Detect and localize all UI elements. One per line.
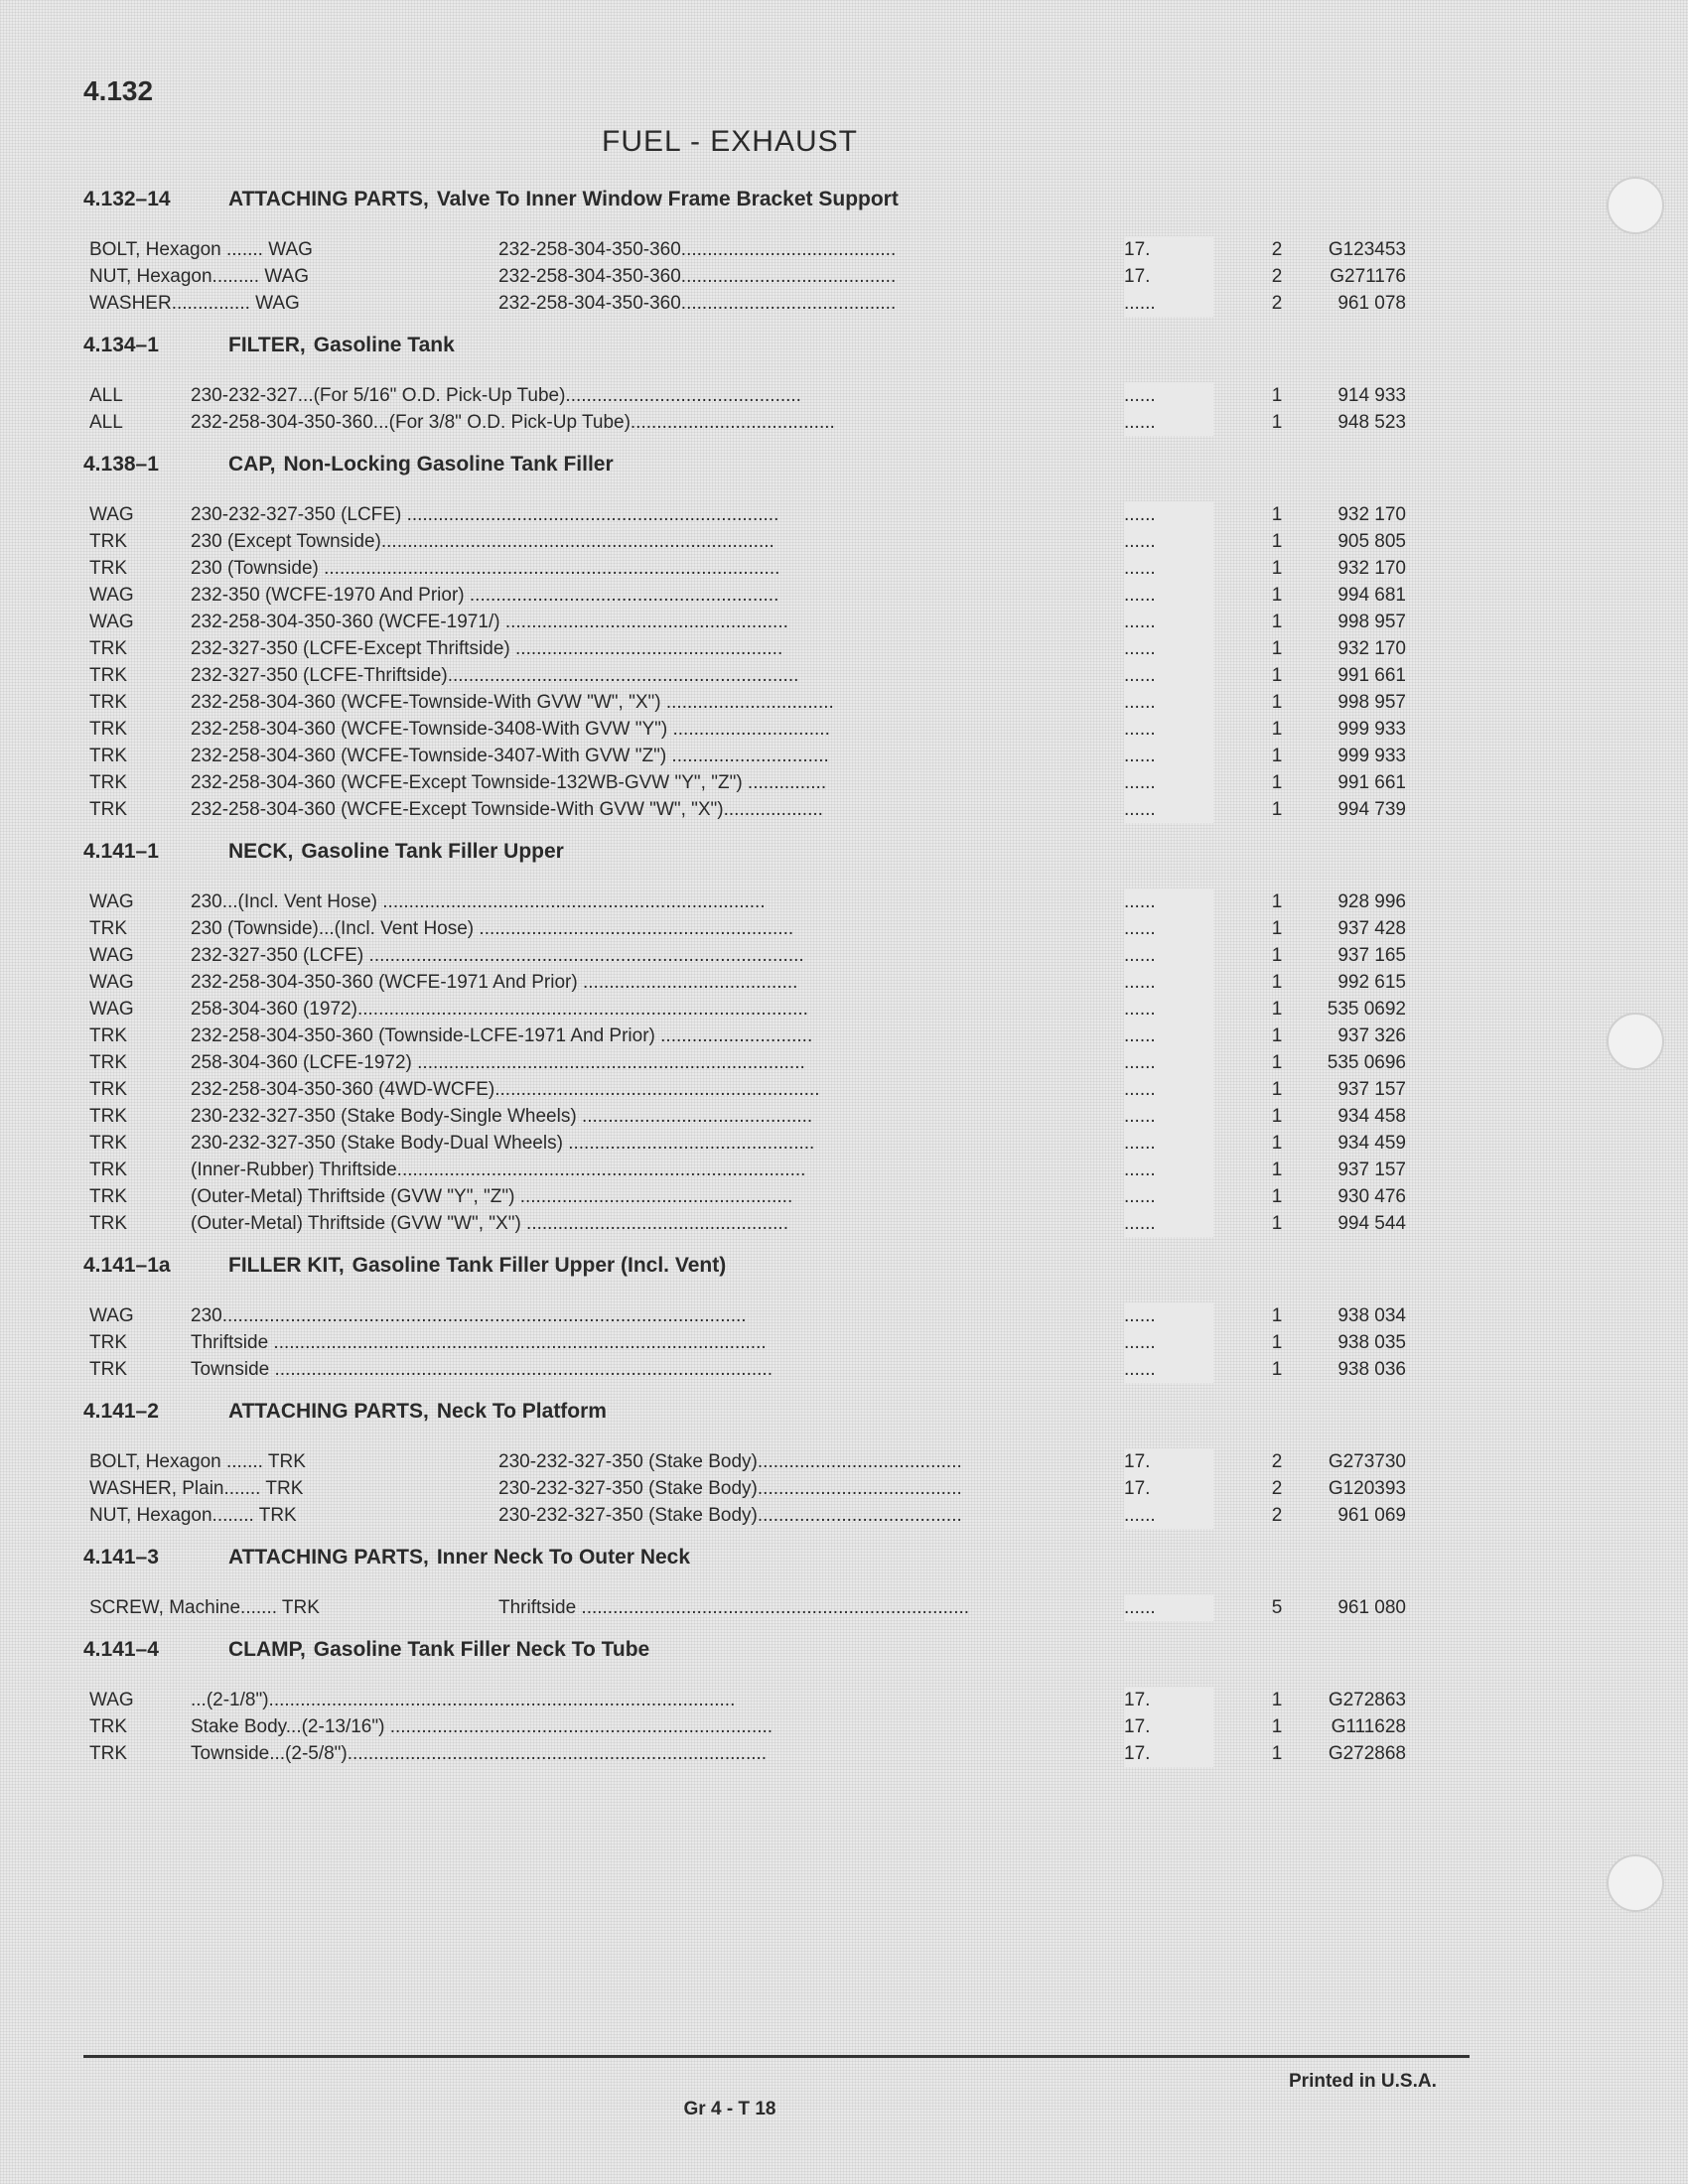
row-quantity: 1 [1271, 1359, 1283, 1380]
row-quantity: 1 [1271, 1025, 1283, 1046]
parts-section [83, 835, 1404, 1237]
row-description: Thriftside .............................................................................................. [191, 1332, 767, 1353]
row-quantity: 1 [1271, 1079, 1283, 1100]
section-number: 4.132–14 [83, 188, 171, 210]
section-number: 4.141–2 [83, 1400, 159, 1423]
row-type: TRK [89, 1332, 127, 1353]
row-part-number: 535 0696 [1327, 1052, 1406, 1073]
row-description: 232-350 (WCFE-1970 And Prior) ........................................................... [191, 585, 779, 606]
row-code: ...... [1124, 662, 1213, 689]
row-code: ...... [1124, 969, 1213, 996]
section-name: CAP, [228, 453, 276, 476]
row-code: ...... [1124, 382, 1213, 409]
row-type: WAG [89, 1690, 134, 1710]
section-description: Non-Locking Gasoline Tank Filler [283, 453, 614, 476]
row-description: 232-258-304-350-360 (4WD-WCFE).............................................................. [191, 1079, 820, 1100]
row-quantity: 1 [1271, 1133, 1283, 1154]
row-description: 232-327-350 (LCFE-Except Thriftside) ................................................... [191, 638, 783, 659]
row-part-number: G272868 [1328, 1743, 1406, 1764]
row-code: ...... [1124, 1329, 1213, 1356]
row-description: 230.................................................................................................... [191, 1305, 747, 1326]
row-quantity: 1 [1271, 1213, 1283, 1234]
row-type: TRK [89, 1160, 127, 1180]
row-code: ...... [1124, 1049, 1213, 1076]
row-quantity: 1 [1271, 412, 1283, 433]
row-code: ...... [1124, 796, 1213, 823]
row-type: BOLT, Hexagon ....... WAG [89, 239, 313, 260]
row-part-number: 914 933 [1337, 385, 1406, 406]
table-row [83, 1448, 1404, 1475]
row-quantity: 1 [1271, 1690, 1283, 1710]
parts-section [83, 1395, 1404, 1529]
row-description: 230-232-327-350 (Stake Body-Dual Wheels) ............................................... [191, 1133, 815, 1154]
section-number: 4.141–1a [83, 1254, 171, 1277]
section-description: Neck To Platform [436, 1400, 607, 1423]
row-description: Stake Body...(2-13/16") ......................................................................... [191, 1716, 774, 1737]
row-type: TRK [89, 746, 127, 766]
row-code: ...... [1124, 888, 1213, 915]
section-description: Gasoline Tank Filler Upper [301, 840, 564, 863]
parts-section [83, 329, 1404, 436]
row-quantity: 1 [1271, 918, 1283, 939]
table-row [83, 1329, 1404, 1356]
row-code: ...... [1124, 635, 1213, 662]
table-row [83, 1687, 1404, 1713]
row-description: 230 (Townside) ....................................................................................... [191, 558, 780, 579]
page-number: 4.132 [83, 75, 154, 106]
table-row [83, 1049, 1404, 1076]
row-quantity: 1 [1271, 891, 1283, 912]
section-heading [83, 329, 1404, 362]
row-part-number: 905 805 [1337, 531, 1406, 552]
row-part-number: G273730 [1328, 1451, 1406, 1472]
row-description: 232-258-304-350-360......................................... [498, 266, 897, 287]
row-quantity: 1 [1271, 1106, 1283, 1127]
row-code: ...... [1124, 1183, 1213, 1210]
footer-page-code: Gr 4 - T 18 [683, 2099, 776, 2119]
row-quantity: 2 [1271, 266, 1283, 287]
table-row [83, 1356, 1404, 1383]
row-type: ALL [89, 385, 123, 406]
table-row [83, 382, 1404, 409]
row-description: 232-258-304-350-360 (WCFE-1971 And Prior) ......................................... [191, 972, 798, 993]
row-type: NUT, Hexagon........ TRK [89, 1505, 297, 1526]
parts-section [83, 1249, 1404, 1383]
row-part-number: 932 170 [1337, 504, 1406, 525]
row-description: 230-232-327-350 (LCFE) ....................................................................... [191, 504, 779, 525]
row-quantity: 1 [1271, 799, 1283, 820]
row-code: ...... [1124, 996, 1213, 1023]
row-type: TRK [89, 692, 127, 713]
row-part-number: 938 036 [1337, 1359, 1406, 1380]
row-quantity: 1 [1271, 719, 1283, 740]
punch-hole-icon [1607, 1854, 1664, 1912]
row-type: WAG [89, 612, 134, 632]
row-description: 232-327-350 (LCFE) ................................................................................... [191, 945, 804, 966]
row-part-number: 937 157 [1337, 1160, 1406, 1180]
row-part-number: 999 933 [1337, 719, 1406, 740]
row-code: ...... [1124, 290, 1213, 317]
row-type: WAG [89, 891, 134, 912]
table-row [83, 1130, 1404, 1157]
table-row [83, 942, 1404, 969]
section-heading [83, 1541, 1404, 1574]
row-type: BOLT, Hexagon ....... TRK [89, 1451, 306, 1472]
row-part-number: 994 681 [1337, 585, 1406, 606]
row-part-number: 998 957 [1337, 692, 1406, 713]
table-row [83, 609, 1404, 635]
row-type: WAG [89, 972, 134, 993]
row-part-number: 937 157 [1337, 1079, 1406, 1100]
row-description: 230...(Incl. Vent Hose) ......................................................................... [191, 891, 766, 912]
row-description: 232-258-304-360 (WCFE-Townside-3408-With GVW "Y") .............................. [191, 719, 830, 740]
row-description: 232-258-304-350-360 (WCFE-1971/) ...................................................... [191, 612, 788, 632]
row-type: TRK [89, 665, 127, 686]
row-code: 17. [1124, 1475, 1213, 1502]
row-description: 232-258-304-360 (WCFE-Townside-3407-With GVW "Z") .............................. [191, 746, 829, 766]
row-part-number: 961 078 [1337, 293, 1406, 314]
row-code: 17. [1124, 1713, 1213, 1740]
table-row [83, 1210, 1404, 1237]
row-type: TRK [89, 558, 127, 579]
table-row [83, 1713, 1404, 1740]
row-description: 258-304-360 (1972)...................................................................................... [191, 999, 808, 1020]
row-quantity: 1 [1271, 504, 1283, 525]
row-description: 230-232-327-350 (Stake Body)....................................... [498, 1505, 962, 1526]
row-quantity: 1 [1271, 999, 1283, 1020]
table-row [83, 1157, 1404, 1183]
row-code: ...... [1124, 582, 1213, 609]
row-type: TRK [89, 799, 127, 820]
row-part-number: 934 459 [1337, 1133, 1406, 1154]
row-quantity: 1 [1271, 385, 1283, 406]
row-part-number: 994 739 [1337, 799, 1406, 820]
row-code: ...... [1124, 555, 1213, 582]
row-description: 232-258-304-350-360......................................... [498, 293, 897, 314]
row-part-number: 928 996 [1337, 891, 1406, 912]
row-code: ...... [1124, 1103, 1213, 1130]
row-description: 232-258-304-350-360 (Townside-LCFE-1971 And Prior) ............................. [191, 1025, 813, 1046]
row-part-number: 937 326 [1337, 1025, 1406, 1046]
table-row [83, 582, 1404, 609]
table-row [83, 969, 1404, 996]
row-quantity: 1 [1271, 746, 1283, 766]
row-code: ...... [1124, 743, 1213, 769]
section-heading [83, 1395, 1404, 1429]
row-code: ...... [1124, 1594, 1213, 1621]
row-type: NUT, Hexagon......... WAG [89, 266, 310, 287]
row-type: TRK [89, 1079, 127, 1100]
row-type: TRK [89, 1025, 127, 1046]
row-quantity: 5 [1271, 1597, 1283, 1618]
row-code: ...... [1124, 1157, 1213, 1183]
row-type: ALL [89, 412, 123, 433]
row-part-number: 991 661 [1337, 665, 1406, 686]
parts-section [83, 1633, 1404, 1767]
row-description: 232-258-304-360 (WCFE-Except Townside-132WB-GVW "Y", "Z") ............... [191, 772, 827, 793]
section-name: ATTACHING PARTS, [228, 1546, 429, 1569]
table-row [83, 635, 1404, 662]
row-part-number: 934 458 [1337, 1106, 1406, 1127]
table-row [83, 528, 1404, 555]
section-name: NECK, [228, 840, 294, 863]
row-type: TRK [89, 1213, 127, 1234]
section-description: Gasoline Tank Filler Upper (Incl. Vent) [352, 1254, 727, 1277]
row-type: TRK [89, 1359, 127, 1380]
row-description: 230-232-327-350 (Stake Body)....................................... [498, 1478, 962, 1499]
row-part-number: 961 080 [1337, 1597, 1406, 1618]
table-row [83, 1103, 1404, 1130]
row-type: TRK [89, 1716, 127, 1737]
row-type: TRK [89, 1743, 127, 1764]
row-code: 17. [1124, 236, 1213, 263]
row-description: Townside ............................................................................................... [191, 1359, 773, 1380]
table-row [83, 555, 1404, 582]
table-row [83, 769, 1404, 796]
row-description: 232-327-350 (LCFE-Thriftside)................................................................... [191, 665, 799, 686]
row-description: 230-232-327-350 (Stake Body-Single Wheels) ............................................ [191, 1106, 813, 1127]
row-description: 258-304-360 (LCFE-1972) .......................................................................... [191, 1052, 805, 1073]
row-code: ...... [1124, 409, 1213, 436]
row-type: TRK [89, 638, 127, 659]
section-number: 4.134–1 [83, 334, 159, 356]
section-heading [83, 835, 1404, 869]
row-type: TRK [89, 772, 127, 793]
table-row [83, 290, 1404, 317]
row-part-number: G111628 [1331, 1716, 1406, 1737]
row-code: ...... [1124, 689, 1213, 716]
row-part-number: 535 0692 [1327, 999, 1406, 1020]
row-code: ...... [1124, 915, 1213, 942]
row-quantity: 1 [1271, 1716, 1283, 1737]
row-quantity: 1 [1271, 1332, 1283, 1353]
row-type: TRK [89, 1186, 127, 1207]
row-description: (Outer-Metal) Thriftside (GVW "W", "X") .................................................. [191, 1213, 788, 1234]
row-code: 17. [1124, 1448, 1213, 1475]
row-description: (Inner-Rubber) Thriftside.............................................................................. [191, 1160, 806, 1180]
row-part-number: 999 933 [1337, 746, 1406, 766]
row-description: 232-258-304-360 (WCFE-Townside-With GVW "W", "X") ................................ [191, 692, 834, 713]
section-number: 4.138–1 [83, 453, 159, 476]
table-row [83, 662, 1404, 689]
row-part-number: 932 170 [1337, 638, 1406, 659]
row-quantity: 1 [1271, 1160, 1283, 1180]
table-row [83, 689, 1404, 716]
section-description: Gasoline Tank Filler Neck To Tube [313, 1638, 650, 1661]
row-type: WAG [89, 945, 134, 966]
parts-section [83, 183, 1404, 317]
row-type: TRK [89, 531, 127, 552]
parts-section [83, 448, 1404, 823]
row-part-number: 992 615 [1337, 972, 1406, 993]
row-part-number: 937 165 [1337, 945, 1406, 966]
row-part-number: G272863 [1328, 1690, 1406, 1710]
row-quantity: 2 [1271, 239, 1283, 260]
row-part-number: 937 428 [1337, 918, 1406, 939]
row-part-number: G123453 [1328, 239, 1406, 260]
table-row [83, 501, 1404, 528]
footer-divider [83, 2055, 1470, 2058]
row-code: ...... [1124, 942, 1213, 969]
row-description: 230-232-327...(For 5/16" O.D. Pick-Up Tube)............................................. [191, 385, 801, 406]
row-description: Townside...(2-5/8")................................................................................ [191, 1743, 768, 1764]
row-code: ...... [1124, 1210, 1213, 1237]
row-part-number: 961 069 [1337, 1505, 1406, 1526]
row-quantity: 1 [1271, 1186, 1283, 1207]
row-quantity: 2 [1271, 1505, 1283, 1526]
punch-hole-icon [1607, 1013, 1664, 1070]
row-type: TRK [89, 1106, 127, 1127]
row-description: ...(2-1/8")......................................................................................... [191, 1690, 736, 1710]
row-type: WAG [89, 504, 134, 525]
section-name: FILLER KIT, [228, 1254, 345, 1277]
table-row [83, 996, 1404, 1023]
section-description: Gasoline Tank [313, 334, 455, 356]
table-row [83, 263, 1404, 290]
section-description: Inner Neck To Outer Neck [436, 1546, 691, 1569]
table-row [83, 796, 1404, 823]
parts-section [83, 1541, 1404, 1621]
row-part-number: 938 034 [1337, 1305, 1406, 1326]
row-quantity: 1 [1271, 692, 1283, 713]
table-row [83, 236, 1404, 263]
row-part-number: G271176 [1330, 266, 1406, 287]
row-type: WAG [89, 999, 134, 1020]
table-row [83, 743, 1404, 769]
row-part-number: 938 035 [1337, 1332, 1406, 1353]
row-code: ...... [1124, 1023, 1213, 1049]
table-row [83, 1076, 1404, 1103]
row-quantity: 1 [1271, 772, 1283, 793]
table-row [83, 1183, 1404, 1210]
row-part-number: 994 544 [1337, 1213, 1406, 1234]
footer-printed-label: Printed in U.S.A. [1289, 2071, 1437, 2092]
row-description: 230 (Except Townside)........................................................................... [191, 531, 774, 552]
row-quantity: 1 [1271, 585, 1283, 606]
row-type: WAG [89, 585, 134, 606]
section-heading [83, 183, 1404, 216]
row-code: ...... [1124, 1356, 1213, 1383]
table-row [83, 716, 1404, 743]
row-part-number: 932 170 [1337, 558, 1406, 579]
row-part-number: 930 476 [1337, 1186, 1406, 1207]
row-code: 17. [1124, 1740, 1213, 1767]
section-heading [83, 1633, 1404, 1667]
row-type: WASHER, Plain....... TRK [89, 1478, 304, 1499]
row-code: ...... [1124, 716, 1213, 743]
row-type: TRK [89, 1133, 127, 1154]
section-name: ATTACHING PARTS, [228, 188, 429, 210]
table-row [83, 888, 1404, 915]
row-quantity: 1 [1271, 945, 1283, 966]
punch-hole-icon [1607, 177, 1664, 234]
table-row [83, 1594, 1404, 1621]
section-description: Valve To Inner Window Frame Bracket Support [436, 188, 899, 210]
section-number: 4.141–1 [83, 840, 159, 863]
row-type: WASHER............... WAG [89, 293, 300, 314]
row-type: TRK [89, 719, 127, 740]
row-quantity: 1 [1271, 612, 1283, 632]
row-quantity: 1 [1271, 1743, 1283, 1764]
row-part-number: G120393 [1328, 1478, 1406, 1499]
row-quantity: 1 [1271, 972, 1283, 993]
row-quantity: 2 [1271, 293, 1283, 314]
row-code: ...... [1124, 609, 1213, 635]
row-code: ...... [1124, 1130, 1213, 1157]
row-quantity: 1 [1271, 558, 1283, 579]
row-code: ...... [1124, 528, 1213, 555]
row-description: 232-258-304-360 (WCFE-Except Townside-With GVW "W", "X")................... [191, 799, 823, 820]
row-type: WAG [89, 1305, 134, 1326]
row-type: TRK [89, 1052, 127, 1073]
row-part-number: 948 523 [1337, 412, 1406, 433]
section-name: FILTER, [228, 334, 306, 356]
section-number: 4.141–4 [83, 1638, 159, 1661]
row-code: ...... [1124, 1302, 1213, 1329]
row-type: SCREW, Machine....... TRK [89, 1597, 320, 1618]
row-description: (Outer-Metal) Thriftside (GVW "Y", "Z") .................................................... [191, 1186, 793, 1207]
row-code: ...... [1124, 1076, 1213, 1103]
table-row [83, 1502, 1404, 1529]
row-description: 232-258-304-350-360...(For 3/8" O.D. Pick-Up Tube)....................................... [191, 412, 835, 433]
table-row [83, 1302, 1404, 1329]
page-title: FUEL - EXHAUST [602, 125, 858, 158]
table-row [83, 409, 1404, 436]
row-quantity: 1 [1271, 638, 1283, 659]
row-type: TRK [89, 918, 127, 939]
row-code: 17. [1124, 1687, 1213, 1713]
row-quantity: 2 [1271, 1478, 1283, 1499]
section-heading [83, 448, 1404, 481]
row-quantity: 1 [1271, 531, 1283, 552]
section-number: 4.141–3 [83, 1546, 159, 1569]
section-name: ATTACHING PARTS, [228, 1400, 429, 1423]
row-description: 230-232-327-350 (Stake Body)....................................... [498, 1451, 962, 1472]
row-quantity: 1 [1271, 665, 1283, 686]
row-part-number: 991 661 [1337, 772, 1406, 793]
table-row [83, 915, 1404, 942]
table-row [83, 1740, 1404, 1767]
row-quantity: 1 [1271, 1305, 1283, 1326]
section-heading [83, 1249, 1404, 1283]
row-code: ...... [1124, 769, 1213, 796]
table-row [83, 1023, 1404, 1049]
parts-list [83, 183, 1404, 1779]
row-quantity: 1 [1271, 1052, 1283, 1073]
row-description: Thriftside .......................................................................... [498, 1597, 970, 1618]
row-code: ...... [1124, 501, 1213, 528]
row-part-number: 998 957 [1337, 612, 1406, 632]
row-description: 232-258-304-350-360......................................... [498, 239, 897, 260]
row-quantity: 2 [1271, 1451, 1283, 1472]
row-description: 230 (Townside)...(Incl. Vent Hose) ............................................................ [191, 918, 794, 939]
table-row [83, 1475, 1404, 1502]
section-name: CLAMP, [228, 1638, 306, 1661]
row-code: 17. [1124, 263, 1213, 290]
row-code: ...... [1124, 1502, 1213, 1529]
